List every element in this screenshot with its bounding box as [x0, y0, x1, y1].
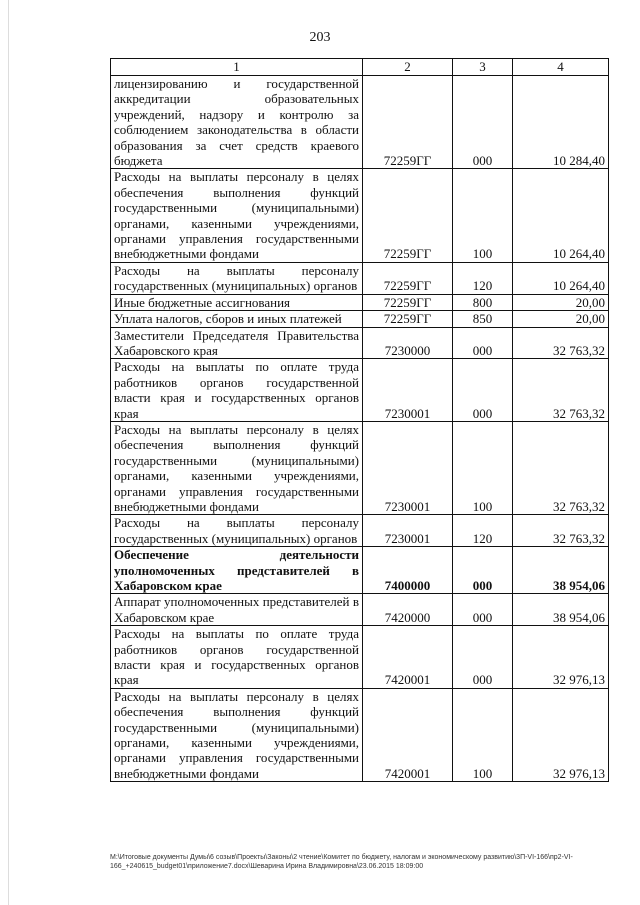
row-amount: 32 763,32 — [513, 515, 609, 547]
row-code: 72259ГГ — [363, 76, 453, 169]
row-code: 72259ГГ — [363, 169, 453, 262]
row-code: 72259ГГ — [363, 294, 453, 310]
row-code: 7230001 — [363, 515, 453, 547]
table-row — [111, 421, 609, 514]
row-kind: 000 — [453, 76, 513, 169]
header-col-2: 2 — [363, 59, 453, 76]
row-name: Расходы на выплаты персоналу государственных (муниципальных) органов — [111, 515, 363, 547]
row-name: Расходы на выплаты персоналу в целях обеспечения выполнения функций государственными (муниципальными) органами, казенными учреждениями, органами управления государственными внебюджетными фондами — [111, 421, 363, 514]
row-amount: 32 763,32 — [513, 421, 609, 514]
table-row — [111, 547, 609, 594]
row-name: Расходы на выплаты персоналу государственных (муниципальных) органов — [111, 262, 363, 294]
row-name: лицензированию и государственной аккредитации образовательных учреждений, надзору и контролю за соблюдением законодательства в области образования за счет средств краевого бюджета — [111, 76, 363, 169]
row-kind: 000 — [453, 327, 513, 359]
row-code: 72259ГГ — [363, 311, 453, 327]
table-row — [111, 626, 609, 689]
file-path-footer: M:\Итоговые документы Думы\6 созыв\Проекты\Законы\2 чтение\Комитет по бюджету, налогам и экономическому развитию\3П-VI-166\пр2-VI-166_+240615_budget01\приложение7.docx\Шеварина Ирина Владимировна\23.06.2015 18:09:00 — [110, 854, 573, 870]
row-code: 72259ГГ — [363, 262, 453, 294]
row-amount: 32 763,32 — [513, 327, 609, 359]
page-number: 203 — [309, 30, 331, 45]
row-kind: 800 — [453, 294, 513, 310]
page-edge-line — [8, 0, 9, 905]
header-col-4: 4 — [513, 59, 609, 76]
table-row — [111, 594, 609, 626]
row-name: Обеспечение деятельности уполномоченных представителей в Хабаровском крае — [111, 547, 363, 594]
table-row — [111, 169, 609, 262]
row-amount: 38 954,06 — [513, 547, 609, 594]
row-kind: 100 — [453, 169, 513, 262]
row-kind: 000 — [453, 594, 513, 626]
row-amount: 20,00 — [513, 294, 609, 310]
budget-table — [110, 58, 609, 782]
row-name: Расходы на выплаты персоналу в целях обеспечения выполнения функций государственными (муниципальными) органами, казенными учреждениями, органами управления государственными внебюджетными фондами — [111, 688, 363, 781]
row-kind: 000 — [453, 359, 513, 422]
row-code: 7420001 — [363, 688, 453, 781]
table-row — [111, 327, 609, 359]
row-name: Аппарат уполномоченных представителей в Хабаровском крае — [111, 594, 363, 626]
header-col-1: 1 — [111, 59, 363, 76]
row-amount: 10 264,40 — [513, 262, 609, 294]
row-name: Расходы на выплаты персоналу в целях обеспечения выполнения функций государственными (муниципальными) органами, казенными учреждениями, органами управления государственными внебюджетными фондами — [111, 169, 363, 262]
header-col-3: 3 — [453, 59, 513, 76]
row-amount: 20,00 — [513, 311, 609, 327]
table-row — [111, 359, 609, 422]
row-name: Расходы на выплаты по оплате труда работников органов государственной власти края и государственных органов края — [111, 359, 363, 422]
row-name: Заместители Председателя Правительства Хабаровского края — [111, 327, 363, 359]
row-code: 7230000 — [363, 327, 453, 359]
row-kind: 000 — [453, 626, 513, 689]
row-code: 7400000 — [363, 547, 453, 594]
table-body — [111, 76, 609, 782]
row-amount: 32 976,13 — [513, 626, 609, 689]
row-code: 7230001 — [363, 359, 453, 422]
table-row — [111, 294, 609, 310]
row-name: Уплата налогов, сборов и иных платежей — [111, 311, 363, 327]
row-code: 7420000 — [363, 594, 453, 626]
row-kind: 100 — [453, 421, 513, 514]
row-code: 7420001 — [363, 626, 453, 689]
row-kind: 120 — [453, 262, 513, 294]
row-amount: 38 954,06 — [513, 594, 609, 626]
row-kind: 000 — [453, 547, 513, 594]
row-kind: 100 — [453, 688, 513, 781]
row-amount: 10 264,40 — [513, 169, 609, 262]
row-name: Иные бюджетные ассигнования — [111, 294, 363, 310]
table-row — [111, 311, 609, 327]
row-kind: 850 — [453, 311, 513, 327]
row-amount: 10 284,40 — [513, 76, 609, 169]
table-row — [111, 262, 609, 294]
table-row — [111, 688, 609, 781]
row-amount: 32 763,32 — [513, 359, 609, 422]
row-kind: 120 — [453, 515, 513, 547]
header-row — [111, 59, 609, 76]
row-amount: 32 976,13 — [513, 688, 609, 781]
table-row — [111, 76, 609, 169]
row-name: Расходы на выплаты по оплате труда работников органов государственной власти края и государственных органов края — [111, 626, 363, 689]
row-code: 7230001 — [363, 421, 453, 514]
table-row — [111, 515, 609, 547]
